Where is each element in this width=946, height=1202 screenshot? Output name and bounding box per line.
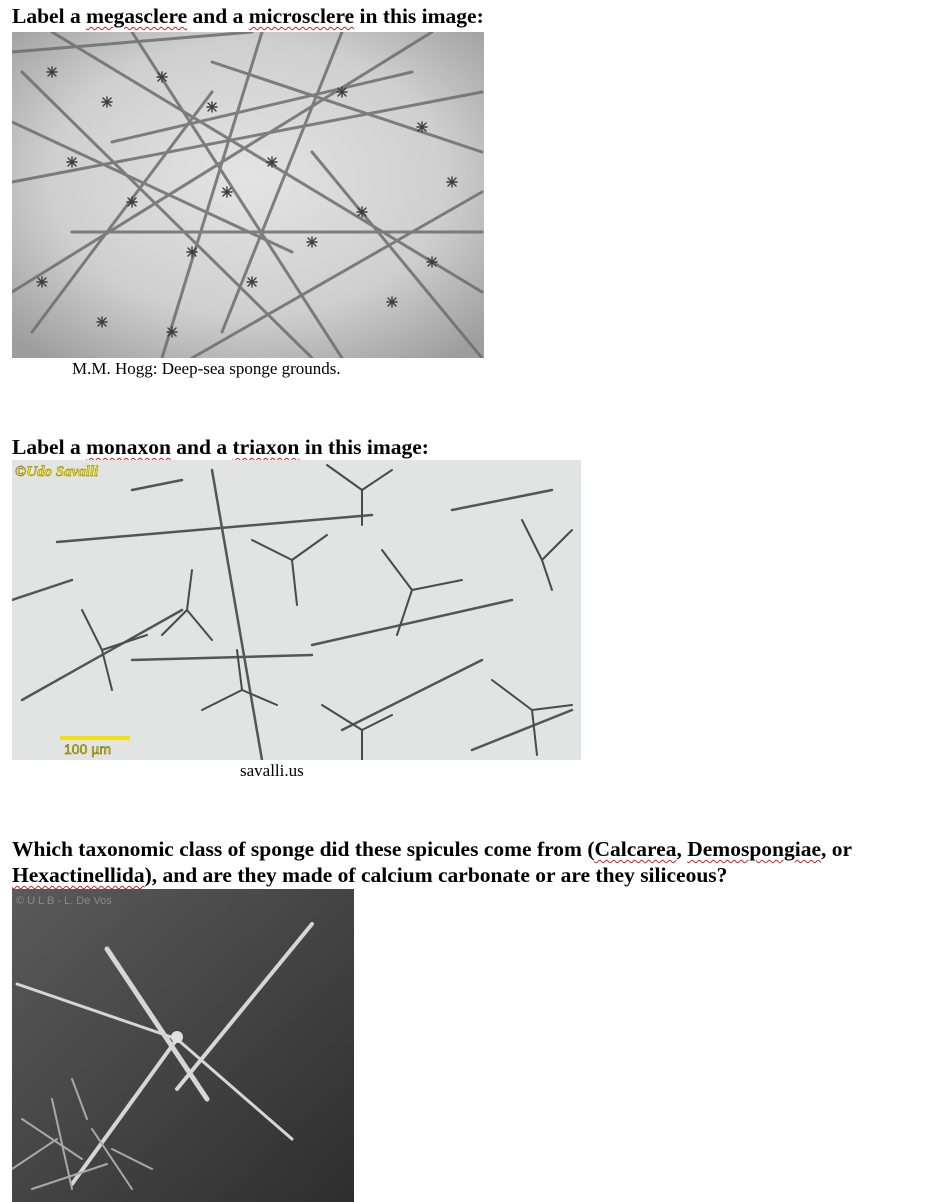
q2-term-triaxon: triaxon — [232, 435, 300, 459]
q2-text-b: and a — [170, 435, 233, 459]
q1-text-b: and a — [187, 4, 249, 28]
image-2-credit: savalli.us — [240, 761, 304, 780]
image-1-credit: M.M. Hogg: Deep-sea sponge grounds. — [72, 359, 341, 378]
q3-text-a: Which taxonomic class of sponge did these spicules come from ( — [12, 837, 595, 861]
q2-text-c: in this image: — [299, 435, 429, 459]
q1-term-megasclere: megasclere — [86, 4, 188, 28]
q2-term-monaxon: monaxon — [86, 435, 171, 459]
scale-bar — [60, 736, 130, 740]
question-3-heading-line-2 — [12, 862, 727, 888]
q3-term-demospongiae: Demospongiae — [687, 837, 822, 861]
scale-bar-label: 100 µm — [64, 741, 111, 757]
q2-text-a: Label a — [12, 435, 87, 459]
q3-text-b: , — [676, 837, 688, 861]
q3-term-hexactinellida: Hexactinellida — [12, 863, 145, 887]
spicule-micrograph-2 — [12, 460, 581, 760]
question-3-heading-line-1 — [12, 836, 852, 862]
q3-text-c: , or — [821, 837, 853, 861]
question-2-heading — [12, 434, 429, 460]
q1-text-c: in this image: — [354, 4, 484, 28]
spicule-sem-image — [12, 889, 354, 1202]
spicule-micrograph-1 — [12, 32, 484, 358]
q3-text-d: ), and are they made of calcium carbonate or are they siliceous? — [144, 863, 728, 887]
watermark-ulb: © U L B - L. De Vos — [16, 895, 112, 907]
question-1-heading — [12, 3, 484, 29]
q1-text-a: Label a — [12, 4, 87, 28]
q3-term-calcarea: Calcarea — [594, 837, 677, 861]
q1-term-microsclere: microsclere — [248, 4, 355, 28]
watermark-udo-savalli: ©Udo Savalli — [15, 464, 99, 480]
